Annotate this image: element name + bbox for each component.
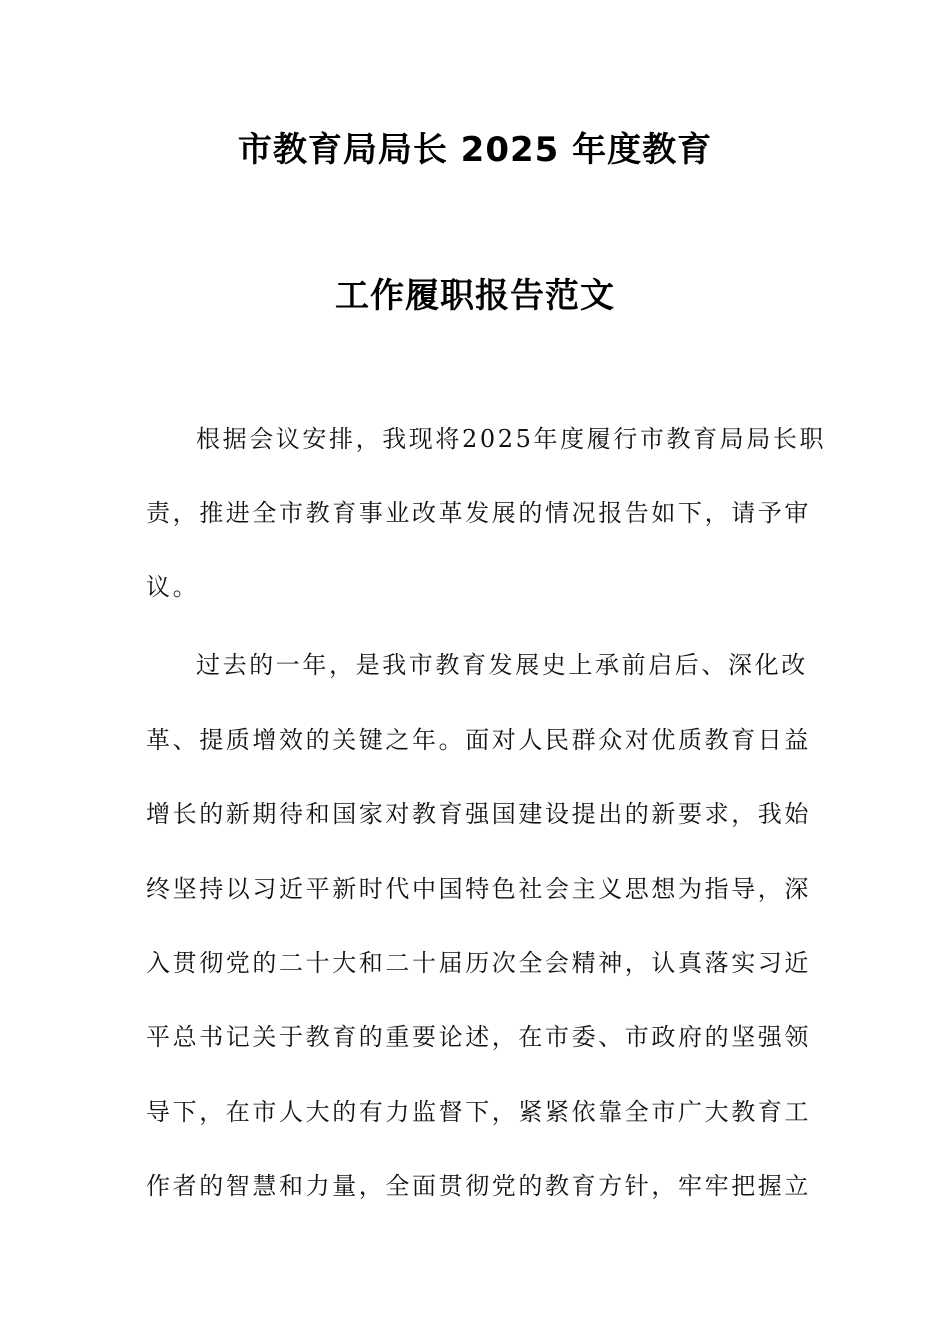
paragraph-1-line-1: 根据会议安排，我现将2025年度履行市教育局局长职 [196,425,827,453]
paragraph-1-line-3: 议。 [146,573,200,601]
document-title-line-2: 工作履职报告范文 [335,276,615,316]
paragraph-1-line-2: 责，推进全市教育事业改革发展的情况报告如下，请予审 [146,499,811,527]
paragraph-2-line-8: 作者的智慧和力量，全面贯彻党的教育方针，牢牢把握立 [146,1172,811,1200]
paragraph-2-line-1: 过去的一年，是我市教育发展史上承前启后、深化改 [196,651,808,679]
paragraph-2-line-5: 入贯彻党的二十大和二十届历次全会精神，认真落实习近 [146,949,811,977]
paragraph-2-line-6: 平总书记关于教育的重要论述，在市委、市政府的坚强领 [146,1023,811,1051]
paragraph-2-line-4: 终坚持以习近平新时代中国特色社会主义思想为指导，深 [146,875,811,903]
paragraph-2-line-2: 革、提质增效的关键之年。面对人民群众对优质教育日益 [146,726,811,754]
paragraph-2-line-7: 导下，在市人大的有力监督下，紧紧依靠全市广大教育工 [146,1098,811,1126]
document-title-line-1: 市教育局局长 2025 年度教育 [237,130,713,170]
paragraph-2-line-3: 增长的新期待和国家对教育强国建设提出的新要求，我始 [146,800,811,828]
